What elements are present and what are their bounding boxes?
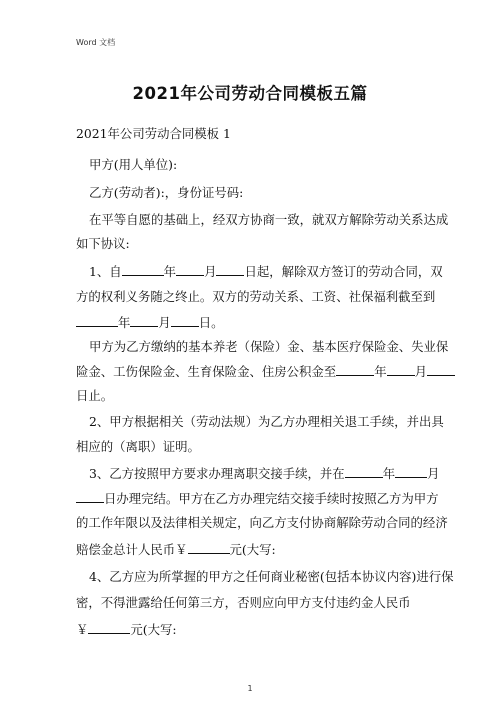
section-subtitle: 2021年公司劳动合同模板 1 xyxy=(76,126,231,141)
clause-3-text-l4b: 元(大写: xyxy=(229,542,276,557)
clause-4-text-l3a: ￥ xyxy=(76,622,89,637)
header-label: Word 文档 xyxy=(76,38,116,47)
blank-field xyxy=(88,621,130,634)
blank-field xyxy=(176,263,204,276)
insurance-line-3: 日止。 xyxy=(76,388,114,403)
blank-field xyxy=(336,363,374,376)
clause-3-text-a: 3、乙方按照甲方要求办理离职交接手续，并在 xyxy=(89,466,345,481)
clause-4-line-2: 密，不得泄露给任何第三方，否则应向甲方支付违约金人民币 xyxy=(76,595,411,610)
clause-1-text-f: 月 xyxy=(158,315,171,330)
blank-field xyxy=(122,263,164,276)
clause-3-text-l2: 日办理完结。甲方在乙方办理完结交接手续时按照乙方为甲方 xyxy=(104,491,439,506)
clause-3-line-3: 的工作年限以及法律相关规定，向乙方支付协商解除劳动合同的经济 xyxy=(76,515,448,530)
insurance-text-a: 险金、工伤保险金、生育保险金、住房公积金至 xyxy=(76,364,337,379)
intro-line-2: 如下协议: xyxy=(76,236,130,251)
blank-field xyxy=(171,314,199,327)
clause-2-line-2: 相应的（离职）证明。 xyxy=(76,439,200,454)
clause-1-text-g: 日。 xyxy=(198,315,224,330)
clause-1-text-a: 1、自 xyxy=(89,264,122,279)
clause-3-text-c: 月 xyxy=(427,466,440,481)
blank-field xyxy=(76,490,104,503)
insurance-text-b: 年 xyxy=(374,364,387,379)
document-title: 2021年公司劳动合同模板五篇 xyxy=(132,84,368,103)
page-number: 1 xyxy=(247,684,253,693)
party-b-line: 乙方(劳动者):，身份证号码: xyxy=(89,185,244,200)
clause-1-text-e: 年 xyxy=(118,315,131,330)
clause-1-line-3 xyxy=(76,314,224,331)
intro-line-1: 在平等自愿的基础上，经双方协商一致，就双方解除劳动关系达成 xyxy=(89,212,449,227)
clause-3-text-l4a: 赔偿金总计人民币￥ xyxy=(76,542,188,557)
blank-field xyxy=(387,363,415,376)
blank-field xyxy=(345,465,383,478)
clause-3-text-b: 年 xyxy=(382,466,396,481)
clause-3-line-4 xyxy=(76,541,276,558)
clause-3-line-1 xyxy=(89,465,439,482)
insurance-line-1: 甲方为乙方缴纳的基本养老（保险）金、基本医疗保险金、失业保 xyxy=(89,339,449,354)
blank-field xyxy=(188,541,230,554)
blank-field xyxy=(130,314,158,327)
clause-1-text-d: 日起，解除双方签订的劳动合同，双 xyxy=(244,264,443,279)
blank-field xyxy=(395,465,427,478)
clause-1-line-1 xyxy=(89,263,443,280)
clause-4-line-1: 4、乙方应为所掌握的甲方之任何商业秘密(包括本协议内容)进行保 xyxy=(89,569,454,584)
clause-4-text-l3b: 元(大写: xyxy=(130,622,177,637)
blank-field xyxy=(427,363,455,376)
insurance-text-c: 月 xyxy=(414,364,427,379)
clause-1-line-2: 方的权利义务随之终止。双方的劳动关系、工资、社保福利截至到 xyxy=(76,289,436,304)
clause-2-line-1: 2、甲方根据相关（劳动法规）为乙方办理相关退工手续，并出具 xyxy=(89,414,444,429)
insurance-line-2 xyxy=(76,363,455,380)
blank-field xyxy=(216,263,244,276)
blank-field xyxy=(76,314,118,327)
party-a-line: 甲方(用人单位): xyxy=(89,157,178,172)
clause-1-text-c: 月 xyxy=(204,264,217,279)
clause-3-line-2 xyxy=(76,490,439,507)
clause-1-text-b: 年 xyxy=(163,264,177,279)
clause-4-line-3 xyxy=(76,621,177,638)
